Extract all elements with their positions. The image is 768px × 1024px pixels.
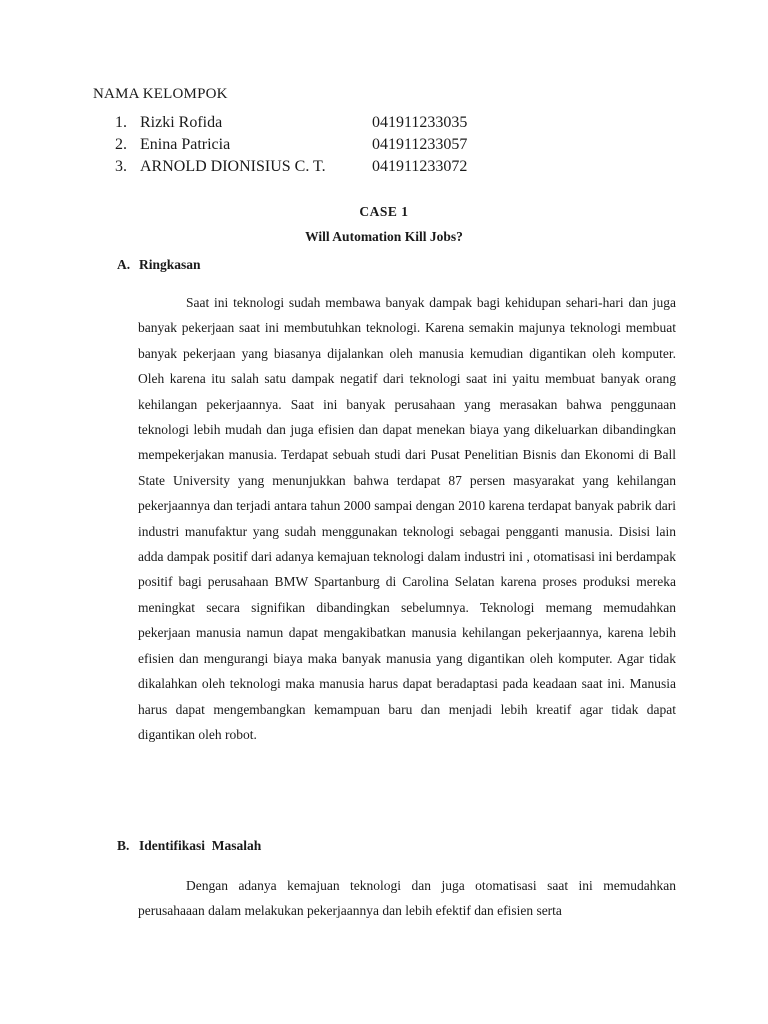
member-name: Enina Patricia	[140, 136, 231, 153]
member-name: ARNOLD DIONISIUS C. T.	[140, 158, 326, 175]
member-number: 1.	[115, 114, 127, 131]
section-title: Ringkasan	[139, 257, 201, 272]
member-id: 041911233057	[372, 136, 468, 153]
member-row	[115, 112, 535, 134]
case-number: CASE 1	[359, 204, 409, 219]
section-paragraph-identifikasi: Dengan adanya kemajuan teknologi dan juga otomatisasi saat ini memudahkan perusahaaan dalam melakukan pekerjaannya dan lebih efektif dan efisien serta	[138, 878, 676, 919]
group-title: NAMA KELOMPOK	[93, 86, 228, 102]
member-list	[115, 112, 535, 178]
case-title: Will Automation Kill Jobs?	[305, 229, 463, 244]
member-number: 2.	[115, 136, 127, 153]
member-id: 041911233035	[372, 114, 468, 131]
section-letter: A.	[117, 257, 131, 272]
section-letter: B.	[117, 838, 130, 853]
member-number: 3.	[115, 158, 127, 175]
section-heading-ringkasan	[117, 257, 201, 273]
member-name: Rizki Rofida	[140, 114, 223, 131]
member-row	[115, 134, 535, 156]
member-id: 041911233072	[372, 158, 468, 175]
member-row	[115, 156, 535, 178]
section-paragraph-ringkasan: Saat ini teknologi sudah membawa banyak dampak bagi kehidupan sehari-hari dan juga banyak pekerjaan saat ini membutuhkan teknologi. Karena semakin majunya teknologi membuat banyak pekerjaan yang biasanya dijalankan oleh manusia kemudian digantikan oleh komputer. Oleh karena itu salah satu dampak negatif dari teknologi saat ini yaitu membuat banyak orang kehilangan pekerjaannya. Saat ini banyak perusahaan yang merasakan bahwa penggunaan teknologi lebih mudah dan juga efisien dan dapat menekan biaya yang dikeluarkan dibandingkan mempekerjakan manusia. Terdapat sebuah studi dari Pusat Penelitian Bisnis dan Ekonomi di Ball State University yang menunjukkan bahwa terdapat 87 persen masyarakat yang kehilangan pekerjaannya dan terjadi antara tahun 2000 sampai dengan 2010 karena terdapat banyak pabrik dari industri manufaktur yang sudah menggunakan teknologi sebagai pengganti manusia. Disisi lain adda dampak positif dari adanya kemajuan teknologi dalam industri ini , otomatisasi ini berdampak positif bagi perusahaan BMW Spartanburg di Carolina Selatan karena proses produksi mereka meningkat secara signifikan dibandingkan sebelumnya. Teknologi memang memudahkan pekerjaan manusia namun dapat mengakibatkan manusia kehilangan pekerjaannya, karena lebih efisien dan mengurangi biaya maka banyak manusia yang digantikan oleh komputer. Agar tidak dikalahkan oleh teknologi maka manusia harus dapat beradaptasi pada keadaan saat ini. Manusia harus dapat mengembangkan kemampuan baru dan menjadi lebih kreatif agar tidak dapat digantikan oleh robot.	[138, 295, 676, 742]
section-title: Identifikasi Masalah	[139, 838, 262, 853]
section-heading-identifikasi	[117, 838, 261, 854]
